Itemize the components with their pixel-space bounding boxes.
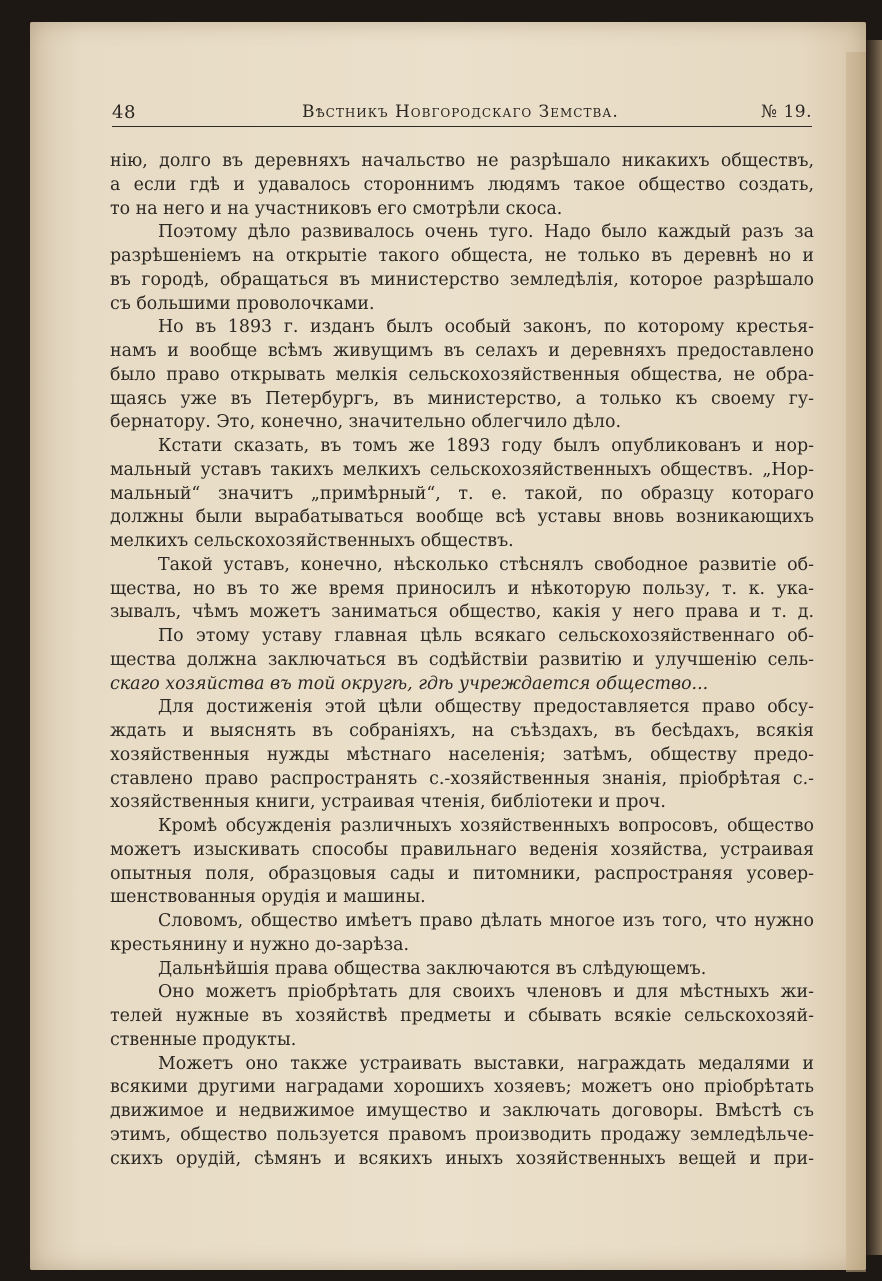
journal-title: Вѣстникъ Новгородскаго Земства.: [302, 102, 619, 122]
article-body: [110, 150, 814, 1171]
text-line: движимое и недвижимое имущество и заключать договоры. Вмѣстѣ съ: [110, 1101, 814, 1121]
text-line: скаго хозяйства въ той округѣ, гдѣ учреждается общество...: [110, 673, 709, 694]
text-line: Поэтому дѣло развивалось очень туго. Надо было каждый разъ за: [158, 222, 814, 243]
adjacent-page-edge: [866, 40, 882, 1255]
text-line: опытныя поля, образцовыя сады и питомники, распространяя усовер-: [110, 863, 814, 884]
issue-number: № 19.: [760, 102, 812, 122]
text-line: этимъ, общество пользуется правомъ производить продажу земледѣльче-: [110, 1124, 814, 1145]
page-number: 48: [112, 102, 136, 123]
text-line: Для достиженія этой цѣли обществу предоставляется право обсу-: [158, 697, 814, 718]
text-line: было право открывать мелкія сельскохозяйственныя общества, не обра-: [110, 364, 814, 385]
text-line: крестьянину и нужно до-зарѣза.: [110, 934, 410, 955]
text-line: намъ и вообще всѣмъ живущимъ въ селахъ и деревняхъ предоставлено: [110, 341, 814, 361]
text-line: скихъ орудій, сѣмянъ и всякихъ иныхъ хозяйственныхъ вещей и при-: [110, 1148, 814, 1169]
text-line: бернатору. Это, конечно, значительно облегчило дѣло.: [110, 412, 621, 433]
text-line: мальный уставъ такихъ мелкихъ сельскохозяйственныхъ обществъ. „Нор-: [110, 459, 814, 480]
text-line: зывалъ, чѣмъ можетъ заниматься общество, какія у него права и т. д.: [110, 602, 814, 623]
text-line: Дальнѣйшія права общества заключаются въ слѣдующемъ.: [158, 958, 707, 979]
text-line: Кромѣ обсужденія различныхъ хозяйственныхъ вопросовъ, общество: [158, 816, 814, 836]
page-edge-shadow: [846, 52, 866, 1272]
text-line: въ городѣ, обращаться въ министерство земледѣлія, которое разрѣшало: [110, 269, 814, 290]
text-line: Оно можетъ пріобрѣтать для своихъ членовъ и для мѣстныхъ жи-: [158, 982, 814, 1003]
text-line: щества должна заключаться въ содѣйствіи развитію и улучшенію сель-: [110, 649, 814, 670]
text-line: должны были вырабатываться вообще всѣ уставы вновь возникающихъ: [110, 507, 814, 528]
text-line: шенствованныя орудія и машины.: [110, 887, 426, 908]
text-line: нію, долго въ деревняхъ начальство не разрѣшало никакихъ обществъ,: [110, 151, 814, 171]
text-line: хозяйственныя нужды мѣстнаго населенія; затѣмъ, обществу предо-: [110, 744, 814, 765]
text-line: По этому уставу главная цѣль всякаго сельскохозяйственнаго об-: [158, 626, 814, 646]
text-line: Можетъ оно также устраивать выставки, награждать медалями и: [158, 1053, 814, 1074]
text-line: разрѣшеніемъ на открытіе такого общеста, не только въ деревнѣ но и: [110, 246, 814, 266]
text-line: мальный“ значитъ „примѣрный“, т. е. такой, по образцу котораго: [110, 483, 814, 504]
text-line: щества, но въ то же время приносилъ и нѣкоторую пользу, т. к. ука-: [110, 578, 814, 599]
text-line: Но въ 1893 г. изданъ былъ особый законъ, по которому крестья-: [158, 317, 814, 338]
text-line: Такой уставъ, конечно, нѣсколько стѣснялъ свободное развитіе об-: [158, 554, 814, 575]
text-line: ставлено право распространять с.-хозяйственныя знанія, пріобрѣтая с.-: [110, 768, 814, 789]
text-line: щаясь уже въ Петербургъ, въ министерство, а только къ своему гу-: [110, 388, 814, 409]
text-line: телей нужные въ хозяйствѣ предметы и сбывать всякіе сельскохозяй-: [110, 1006, 814, 1026]
text-line: ждать и выяснять въ собраніяхъ, на съѣздахъ, въ бесѣдахъ, всякія: [110, 721, 814, 741]
text-line: то на него и на участниковъ его смотрѣли скоса.: [110, 198, 563, 219]
text-line: а если гдѣ и удавалось стороннимъ людямъ такое общество создать,: [110, 174, 814, 195]
text-line: Словомъ, общество имѣетъ право дѣлать многое изъ того, что нужно: [158, 911, 814, 931]
text-line: ственные продукты.: [110, 1029, 297, 1050]
running-header: [112, 100, 812, 127]
text-line: Кстати сказать, въ томъ же 1893 году былъ опубликованъ и нор-: [158, 436, 814, 456]
text-line: хозяйственныя книги, устраивая чтенія, библіотеки и проч.: [110, 792, 666, 813]
text-line: мелкихъ сельскохозяйственныхъ обществъ.: [110, 531, 514, 551]
text-line: можетъ изыскивать способы правильнаго веденія хозяйства, устраивая: [110, 839, 814, 860]
text-line: всякими другими наградами хорошихъ хозяевъ; можетъ оно пріобрѣтать: [110, 1077, 814, 1098]
text-line: съ большими проволочками.: [110, 293, 375, 314]
